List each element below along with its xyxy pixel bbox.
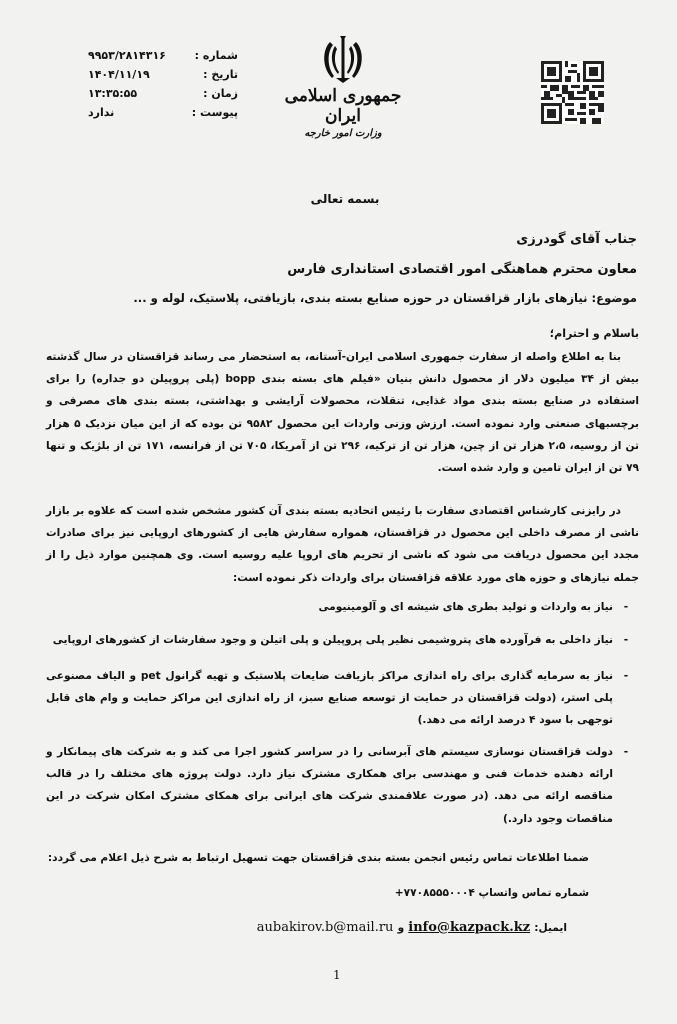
email-link-primary[interactable]: info@kazpack.kz <box>408 920 531 935</box>
ministry-name: وزارت امور خارجه <box>304 128 382 139</box>
paragraph-text: بنا به اطلاع واصله از سفارت جمهوری اسلامی ایران-آستانه، به استحضار می رساند قزاقستان در سال گذشته بیش از ۳۴ میلیون دلار از محصول دانش بنیان «فیلم های بسته بندی bopp (پلی پروپیلن دو جداره) را برای استفاده در صنایع بسته بندی مواد غذایی، تنقلات، محصولات آرایشی و بهداشتی، بسته بندی های مصرفی و برچسبهای صنعتی وارد نموده است. ارزش وزنی واردات این محصول ۹۵۸۲ تن بوده که از این میان نزدیک ۵ هزار تن از روسیه، ۲،۵ هزار تن از چین، هزار تن از ترکیه، ۲۹۶ تن از آمریکا، ۷۰۵ تن از فرانسه، ۱۷۱ تن از بلژیک و تنها ۷۹ تن از ایران تامین و وارد شده است. <box>46 351 640 475</box>
meta-number <box>88 46 238 65</box>
bullet-text: نیاز به سرمایه گذاری برای راه اندازی مراکز بازیافت ضایعات پلاستیک و تهیه گرانول pet و الیاف مصنوعی پلی استر، (دولت قزاقستان در حمایت از توسعه صنایع سبز، از راه اندازی این مراکز حمایت و وام های قابل توجهی با سود ۴ درصد ارائه می دهد.) <box>46 670 613 727</box>
addressee-name: جناب آقای گودرزی <box>516 232 637 247</box>
bullet-item <box>46 596 639 618</box>
bullet-text: نیاز به واردات و تولید بطری های شیشه ای و آلومینیومی <box>318 601 613 613</box>
meta-label: زمان : <box>203 87 238 100</box>
bullet-marker: - <box>623 670 629 682</box>
bullet-marker: - <box>623 634 629 646</box>
meta-label: شماره : <box>194 49 238 62</box>
addressee-title: معاون محترم هماهنگی امور اقتصادی استانداری فارس <box>287 262 637 277</box>
email-line <box>257 920 567 935</box>
meta-value: ندارد <box>88 106 115 119</box>
qr-code-icon <box>541 61 604 124</box>
meta-label: تاریخ : <box>203 68 238 81</box>
bullet-marker: - <box>623 601 629 613</box>
meta-time <box>88 84 238 103</box>
subject-line: موضوع: نیازهای بازار قزاقستان در حوزه صنایع بسته بندی، بازیافتی، پلاستیک، لوله و ... <box>133 291 637 305</box>
bullet-text: دولت قزاقستان نوسازی سیستم های آبرسانی را در سراسر کشور اجرا می کند و به شرکت های پیمانکار و ارائه دهنده خدمات فنی و مهندسی برای همکاری مشترک نیاز دارد. دولت پروژه های مختلف را در قالب مناقصه ارائه می دهد. (در صورت علاقمندی شرکت های ایرانی برای همکای مشترک امکان شرکت در این مناقصات وجود دارد.) <box>46 746 613 825</box>
meta-value: ۱۴۰۴/۱۱/۱۹ <box>88 68 150 81</box>
contact-intro: ضمنا اطلاعات تماس رئیس انجمن بسته بندی قزاقستان جهت تسهیل ارتباط به شرح ذیل اعلام می گردد: <box>47 852 589 864</box>
greeting: باسلام و احترام؛ <box>549 327 639 340</box>
email-label: ایمیل: <box>534 922 567 934</box>
bullet-item <box>46 629 639 651</box>
letter-meta <box>88 46 238 122</box>
paragraph-2 <box>46 500 639 589</box>
meta-value: ۹۹۵۳/۲۸۱۴۳۱۶ <box>88 49 166 62</box>
meta-attachment <box>88 103 238 122</box>
page-number: 1 <box>333 968 341 982</box>
paragraph-1 <box>46 346 639 479</box>
email-link-secondary[interactable]: aubakirov.b@mail.ru <box>256 920 394 935</box>
bullet-text: نیاز داخلی به فرآورده های پتروشیمی نظیر پلی پروپیلن و پلی اتیلن و وجود سفارشات از کشورهای اروپایی <box>52 634 613 646</box>
meta-date <box>88 65 238 84</box>
bullet-marker: - <box>623 746 629 758</box>
meta-value: ۱۳:۳۵:۵۵ <box>88 87 138 100</box>
email-separator: و <box>397 922 405 934</box>
emblem-block <box>280 34 406 139</box>
state-name: جمهوری اسلامی ایران <box>284 86 402 126</box>
bullet-item <box>46 665 639 732</box>
meta-label: پیوست : <box>191 106 238 119</box>
contact-phone: شماره تماس واتساپ ۷۷۰۸۵۵۵۰۰۰۴+ <box>394 887 589 899</box>
paragraph-text: در رایزنی کارشناس اقتصادی سفارت با رئیس اتحادیه بسته بندی آن کشور مشخص شده است که علاوه بر بازار ناشی از مصرف داخلی این محصول در قزاقستان، همواره سفارش هایی از کشورهای اروپایی نیز برای صادرات مجدد این محصول دریافت می شود که ناشی از تحریم های اروپا علیه روسیه است. وی همچنین موارد ذیل را از جمله نیازهای و حوزه های مورد علاقه قزاقستان برای واردات ذکر نموده است: <box>46 505 639 584</box>
basmala: بسمه تعالی <box>310 192 380 206</box>
bullet-item <box>46 741 639 830</box>
iran-emblem-icon <box>320 34 366 84</box>
